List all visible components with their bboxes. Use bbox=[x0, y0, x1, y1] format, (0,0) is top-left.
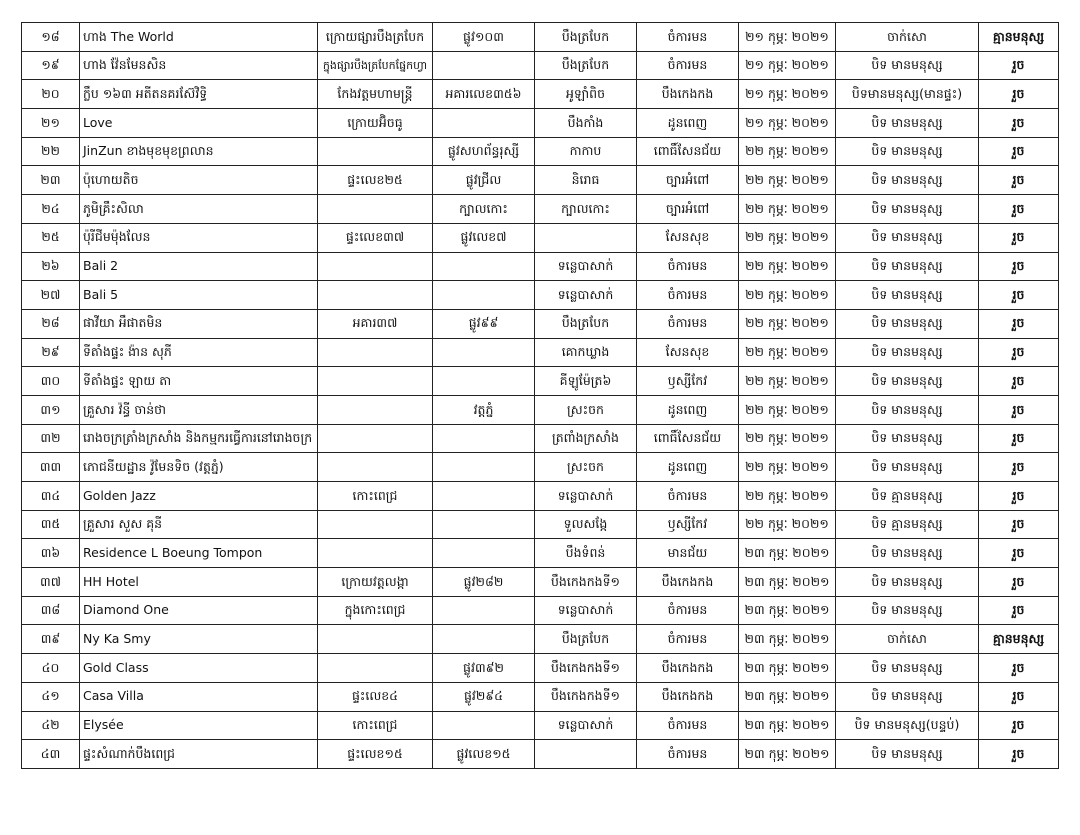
cell-date: ២៣ កុម្ភៈ ២០២១ bbox=[739, 740, 836, 769]
cell-place-name: Casa Villa bbox=[80, 682, 318, 711]
cell-number: ១៩ bbox=[22, 51, 80, 80]
cell-place-name: គ្រួសារ សួស គុនី bbox=[80, 510, 318, 539]
cell-location: អគារ៣៧ bbox=[318, 309, 433, 338]
cell-place-name: រោងចក្រត្រាំងក្រសាំង និងកម្មករធ្វើការនៅរោងចក្រ bbox=[80, 424, 318, 453]
cell-place-name: ភូមិគ្រឹះសិលា bbox=[80, 195, 318, 224]
cell-district: ចំការមន bbox=[637, 711, 739, 740]
cell-status: បិទ មានមនុស្ស bbox=[836, 568, 979, 597]
cell-location bbox=[318, 137, 433, 166]
cell-street: ក្បាលកោះ bbox=[433, 195, 535, 224]
cell-commune: ទន្លេបាសាក់ bbox=[535, 482, 637, 511]
cell-number: ៣៣ bbox=[22, 453, 80, 482]
cell-street bbox=[433, 51, 535, 80]
cell-commune: ស្រះចក bbox=[535, 395, 637, 424]
cell-number: ២៣ bbox=[22, 166, 80, 195]
cell-street bbox=[433, 424, 535, 453]
cell-street bbox=[433, 711, 535, 740]
cell-commune: គោកឃ្លាង bbox=[535, 338, 637, 367]
cell-district: ចំការមន bbox=[637, 740, 739, 769]
cell-location bbox=[318, 654, 433, 683]
cell-street bbox=[433, 539, 535, 568]
cell-result: រួច bbox=[979, 109, 1059, 138]
cell-street: ផ្លូវ១០៣ bbox=[433, 23, 535, 52]
table-row bbox=[22, 338, 1059, 367]
cell-street: ផ្លូវលេខ១៥ bbox=[433, 740, 535, 769]
table-row bbox=[22, 395, 1059, 424]
cell-number: ៣៧ bbox=[22, 568, 80, 597]
cell-date: ២៣ កុម្ភៈ ២០២១ bbox=[739, 596, 836, 625]
cell-commune: ក្បាលកោះ bbox=[535, 195, 637, 224]
cell-date: ២២ កុម្ភៈ ២០២១ bbox=[739, 395, 836, 424]
cell-status: បិទ មានមនុស្ស bbox=[836, 109, 979, 138]
cell-result: រួច bbox=[979, 740, 1059, 769]
cell-result: គ្មានមនុស្ស bbox=[979, 625, 1059, 654]
cell-district: សែនសុខ bbox=[637, 223, 739, 252]
table-row bbox=[22, 51, 1059, 80]
table-row bbox=[22, 711, 1059, 740]
cell-street: ផ្លូវ៩៩ bbox=[433, 309, 535, 338]
cell-district: បឹងកេងកង bbox=[637, 654, 739, 683]
cell-location bbox=[318, 367, 433, 396]
cell-commune: ទន្លេបាសាក់ bbox=[535, 711, 637, 740]
cell-result: គ្មានមនុស្ស bbox=[979, 23, 1059, 52]
cell-place-name: ប៉ុរីជីមម៉ុងលែន bbox=[80, 223, 318, 252]
cell-result: រួច bbox=[979, 395, 1059, 424]
cell-status: បិទ មានមនុស្ស bbox=[836, 424, 979, 453]
cell-place-name: Golden Jazz bbox=[80, 482, 318, 511]
cell-district: បឹងកេងកង bbox=[637, 568, 739, 597]
table-row bbox=[22, 109, 1059, 138]
cell-street bbox=[433, 367, 535, 396]
table-row bbox=[22, 137, 1059, 166]
cell-status: បិទ មានមនុស្ស bbox=[836, 539, 979, 568]
cell-date: ២៣ កុម្ភៈ ២០២១ bbox=[739, 654, 836, 683]
cell-street: ផ្លូវសហព័ន្ធរុស្សី bbox=[433, 137, 535, 166]
table-row bbox=[22, 252, 1059, 281]
cell-date: ២២ កុម្ភៈ ២០២១ bbox=[739, 223, 836, 252]
cell-place-name: Love bbox=[80, 109, 318, 138]
cell-district: ពោធិ៍សែនជ័យ bbox=[637, 137, 739, 166]
cell-district: ច្បារអំពៅ bbox=[637, 166, 739, 195]
cell-district: ដូនពេញ bbox=[637, 453, 739, 482]
cell-commune: និរោធ bbox=[535, 166, 637, 195]
cell-location bbox=[318, 195, 433, 224]
cell-result: រួច bbox=[979, 281, 1059, 310]
table-row bbox=[22, 682, 1059, 711]
cell-result: រួច bbox=[979, 223, 1059, 252]
cell-date: ២២ កុម្ភៈ ២០២១ bbox=[739, 482, 836, 511]
cell-status: បិទ មានមនុស្ស bbox=[836, 223, 979, 252]
cell-street bbox=[433, 596, 535, 625]
inspection-table bbox=[21, 22, 1059, 769]
cell-place-name: ក្លឹប ១៦៣ អតីតនគរស៊ែវិទ្ធិ bbox=[80, 80, 318, 109]
cell-status: បិទ មានមនុស្ស bbox=[836, 51, 979, 80]
cell-number: ២៧ bbox=[22, 281, 80, 310]
cell-commune: ទន្លេបាសាក់ bbox=[535, 252, 637, 281]
cell-date: ២២ កុម្ភៈ ២០២១ bbox=[739, 166, 836, 195]
cell-status: បិទ មានមនុស្ស bbox=[836, 309, 979, 338]
cell-commune bbox=[535, 223, 637, 252]
cell-status: បិទ គ្មានមនុស្ស bbox=[836, 482, 979, 511]
cell-result: រួច bbox=[979, 711, 1059, 740]
cell-date: ២២ កុម្ភៈ ២០២១ bbox=[739, 281, 836, 310]
cell-status: បិទ មានមនុស្ស bbox=[836, 654, 979, 683]
table-row bbox=[22, 281, 1059, 310]
cell-result: រួច bbox=[979, 166, 1059, 195]
cell-commune: ត្រពាំងក្រសាំង bbox=[535, 424, 637, 453]
cell-status: បិទ មានមនុស្ស bbox=[836, 252, 979, 281]
table-row bbox=[22, 223, 1059, 252]
cell-location: ក្រោយវត្តលង្កា bbox=[318, 568, 433, 597]
cell-status: បិទ មានមនុស្ស bbox=[836, 453, 979, 482]
cell-place-name: Elysée bbox=[80, 711, 318, 740]
cell-place-name: ប៉ុហោយតិច bbox=[80, 166, 318, 195]
cell-district: ចំការមន bbox=[637, 625, 739, 654]
cell-district: ចំការមន bbox=[637, 281, 739, 310]
table-row bbox=[22, 453, 1059, 482]
cell-district: ចំការមន bbox=[637, 309, 739, 338]
cell-place-name: ភោជនីយដ្ឋាន វ៉ូមែនទិច (វត្តភ្នំ) bbox=[80, 453, 318, 482]
cell-date: ២៣ កុម្ភៈ ២០២១ bbox=[739, 682, 836, 711]
cell-number: ២៩ bbox=[22, 338, 80, 367]
cell-district: ចំការមន bbox=[637, 51, 739, 80]
cell-date: ២២ កុម្ភៈ ២០២១ bbox=[739, 510, 836, 539]
table-row bbox=[22, 596, 1059, 625]
cell-district: ឫស្សីកែវ bbox=[637, 367, 739, 396]
cell-status: បិទ មានមនុស្ស bbox=[836, 195, 979, 224]
cell-date: ២២ កុម្ភៈ ២០២១ bbox=[739, 453, 836, 482]
cell-number: ២១ bbox=[22, 109, 80, 138]
cell-status: បិទ មានមនុស្ស bbox=[836, 682, 979, 711]
cell-commune: កាកាប bbox=[535, 137, 637, 166]
cell-district: ដូនពេញ bbox=[637, 109, 739, 138]
cell-status: បិទ មានមនុស្ស bbox=[836, 166, 979, 195]
table-row bbox=[22, 166, 1059, 195]
cell-status: ចាក់សោ bbox=[836, 23, 979, 52]
cell-commune bbox=[535, 740, 637, 769]
cell-status: បិទ មានមនុស្ស bbox=[836, 281, 979, 310]
table-row bbox=[22, 654, 1059, 683]
cell-street: ផ្លូវ២៩៤ bbox=[433, 682, 535, 711]
cell-result: រួច bbox=[979, 338, 1059, 367]
cell-result: រួច bbox=[979, 568, 1059, 597]
cell-place-name: Residence L Boeung Tompon bbox=[80, 539, 318, 568]
table-row bbox=[22, 740, 1059, 769]
table-row bbox=[22, 367, 1059, 396]
cell-district: ឫស្សីកែវ bbox=[637, 510, 739, 539]
cell-commune: បឹងកាំង bbox=[535, 109, 637, 138]
cell-result: រួច bbox=[979, 309, 1059, 338]
cell-date: ២៣ កុម្ភៈ ២០២១ bbox=[739, 539, 836, 568]
cell-location: ក្រោយអ៊ិចធូ bbox=[318, 109, 433, 138]
cell-district: ចំការមន bbox=[637, 596, 739, 625]
cell-status: បិទ មានមនុស្ស bbox=[836, 367, 979, 396]
cell-number: ២៥ bbox=[22, 223, 80, 252]
cell-status: បិទមានមនុស្ស(មានផ្ទះ) bbox=[836, 80, 979, 109]
cell-district: បឹងកេងកង bbox=[637, 80, 739, 109]
cell-number: ៤៣ bbox=[22, 740, 80, 769]
cell-place-name: ទីតាំងផ្ទះ ង៉ាន សុភី bbox=[80, 338, 318, 367]
cell-result: រួច bbox=[979, 195, 1059, 224]
cell-date: ២១ កុម្ភៈ ២០២១ bbox=[739, 51, 836, 80]
cell-result: រួច bbox=[979, 596, 1059, 625]
cell-result: រួច bbox=[979, 252, 1059, 281]
cell-commune: បឹងកេងកងទី១ bbox=[535, 682, 637, 711]
cell-location bbox=[318, 453, 433, 482]
cell-district: ចំការមន bbox=[637, 482, 739, 511]
cell-number: ២២ bbox=[22, 137, 80, 166]
cell-district: ដូនពេញ bbox=[637, 395, 739, 424]
cell-result: រួច bbox=[979, 80, 1059, 109]
cell-date: ២២ កុម្ភៈ ២០២១ bbox=[739, 367, 836, 396]
cell-status: បិទ មានមនុស្ស bbox=[836, 338, 979, 367]
cell-date: ២៣ កុម្ភៈ ២០២១ bbox=[739, 625, 836, 654]
cell-status: ចាក់សោ bbox=[836, 625, 979, 654]
cell-location bbox=[318, 510, 433, 539]
cell-status: បិទ គ្មានមនុស្ស bbox=[836, 510, 979, 539]
cell-district: សែនសុខ bbox=[637, 338, 739, 367]
cell-result: រួច bbox=[979, 482, 1059, 511]
cell-street: វត្តភ្នំ bbox=[433, 395, 535, 424]
cell-number: ២៤ bbox=[22, 195, 80, 224]
cell-number: ៣៦ bbox=[22, 539, 80, 568]
cell-location: កោះពេជ្រ bbox=[318, 482, 433, 511]
cell-number: ៣៩ bbox=[22, 625, 80, 654]
cell-commune: បឹងត្របែក bbox=[535, 309, 637, 338]
table-row bbox=[22, 539, 1059, 568]
cell-result: រួច bbox=[979, 137, 1059, 166]
cell-result: រួច bbox=[979, 367, 1059, 396]
cell-place-name: Diamond One bbox=[80, 596, 318, 625]
cell-street: ផ្លូវលេខ៧ bbox=[433, 223, 535, 252]
cell-status: បិទ មានមនុស្ស bbox=[836, 596, 979, 625]
cell-location bbox=[318, 338, 433, 367]
table-row bbox=[22, 309, 1059, 338]
cell-location: ផ្ទះលេខ៤ bbox=[318, 682, 433, 711]
cell-district: ពោធិ៍សែនជ័យ bbox=[637, 424, 739, 453]
cell-result: រួច bbox=[979, 510, 1059, 539]
cell-number: ៣១ bbox=[22, 395, 80, 424]
cell-number: ២០ bbox=[22, 80, 80, 109]
cell-status: បិទ មានមនុស្ស(បន្ទប់) bbox=[836, 711, 979, 740]
cell-place-name: Gold Class bbox=[80, 654, 318, 683]
table-row bbox=[22, 510, 1059, 539]
cell-date: ២២ កុម្ភៈ ២០២១ bbox=[739, 137, 836, 166]
cell-location bbox=[318, 395, 433, 424]
cell-date: ២២ កុម្ភៈ ២០២១ bbox=[739, 309, 836, 338]
cell-number: ២៨ bbox=[22, 309, 80, 338]
cell-commune: ទន្លេបាសាក់ bbox=[535, 596, 637, 625]
cell-location: ផ្ទះលេខ៣៧ bbox=[318, 223, 433, 252]
table-body bbox=[22, 23, 1059, 769]
cell-place-name: ទីតាំងផ្ទះ ឡាយ តា bbox=[80, 367, 318, 396]
cell-location bbox=[318, 424, 433, 453]
cell-street: ផ្លូវ២៨២ bbox=[433, 568, 535, 597]
cell-street bbox=[433, 109, 535, 138]
cell-status: បិទ មានមនុស្ស bbox=[836, 740, 979, 769]
cell-result: រួច bbox=[979, 453, 1059, 482]
cell-place-name: ហាង The World bbox=[80, 23, 318, 52]
cell-place-name: HH Hotel bbox=[80, 568, 318, 597]
cell-location bbox=[318, 281, 433, 310]
cell-place-name: ផាវីយា អឹផាតមិន bbox=[80, 309, 318, 338]
cell-number: ២៦ bbox=[22, 252, 80, 281]
cell-commune: បឹងទំពន់ bbox=[535, 539, 637, 568]
cell-number: ៤២ bbox=[22, 711, 80, 740]
cell-date: ២១ កុម្ភៈ ២០២១ bbox=[739, 23, 836, 52]
cell-commune: បឹងត្របែក bbox=[535, 23, 637, 52]
table-row bbox=[22, 482, 1059, 511]
cell-street: ផ្លូវ៣៩២ bbox=[433, 654, 535, 683]
table-row bbox=[22, 568, 1059, 597]
cell-date: ២១ កុម្ភៈ ២០២១ bbox=[739, 109, 836, 138]
cell-status: បិទ មានមនុស្ស bbox=[836, 137, 979, 166]
table-row bbox=[22, 195, 1059, 224]
cell-commune: គីឡូម៉ែត្រ៦ bbox=[535, 367, 637, 396]
cell-street bbox=[433, 252, 535, 281]
cell-location: ផ្ទះលេខ១៥ bbox=[318, 740, 433, 769]
cell-place-name: Bali 5 bbox=[80, 281, 318, 310]
cell-place-name: Ny Ka Smy bbox=[80, 625, 318, 654]
cell-street bbox=[433, 510, 535, 539]
cell-result: រួច bbox=[979, 682, 1059, 711]
cell-district: ចំការមន bbox=[637, 23, 739, 52]
cell-number: ៣០ bbox=[22, 367, 80, 396]
cell-commune: ទួលសង្កែ bbox=[535, 510, 637, 539]
cell-date: ២១ កុម្ភៈ ២០២១ bbox=[739, 80, 836, 109]
cell-district: បឹងកេងកង bbox=[637, 682, 739, 711]
cell-location: ក្នុងផ្សារបឹងត្របែកផ្នែកហ្វា bbox=[318, 51, 433, 80]
cell-date: ២២ កុម្ភៈ ២០២១ bbox=[739, 252, 836, 281]
cell-location bbox=[318, 539, 433, 568]
cell-location: ផ្ទះលេខ២៥ bbox=[318, 166, 433, 195]
table-row bbox=[22, 23, 1059, 52]
table-row bbox=[22, 424, 1059, 453]
cell-street bbox=[433, 338, 535, 367]
cell-commune: បឹងកេងកងទី១ bbox=[535, 654, 637, 683]
cell-commune: អូឡាំពិច bbox=[535, 80, 637, 109]
cell-date: ២៣ កុម្ភៈ ២០២១ bbox=[739, 711, 836, 740]
cell-commune: ស្រះចក bbox=[535, 453, 637, 482]
cell-commune: ទន្លេបាសាក់ bbox=[535, 281, 637, 310]
cell-street: អគារលេខ៣៥៦ bbox=[433, 80, 535, 109]
cell-location: ក្រោយផ្សារបឹងត្របែក bbox=[318, 23, 433, 52]
cell-location: កែងវត្តមហាមន្ត្រី bbox=[318, 80, 433, 109]
table-row bbox=[22, 80, 1059, 109]
cell-district: ចំការមន bbox=[637, 252, 739, 281]
cell-commune: បឹងត្របែក bbox=[535, 51, 637, 80]
cell-commune: បឹងត្របែក bbox=[535, 625, 637, 654]
cell-number: ៣៤ bbox=[22, 482, 80, 511]
cell-place-name: Bali 2 bbox=[80, 252, 318, 281]
cell-street bbox=[433, 482, 535, 511]
cell-location: កោះពេជ្រ bbox=[318, 711, 433, 740]
cell-number: ៣៨ bbox=[22, 596, 80, 625]
cell-date: ២៣ កុម្ភៈ ២០២១ bbox=[739, 568, 836, 597]
cell-district: មានជ័យ bbox=[637, 539, 739, 568]
cell-place-name: គ្រួសារ វ៉ន្ធី ចាន់ថា bbox=[80, 395, 318, 424]
cell-place-name: ផ្ទះសំណាក់បឹងពេជ្រ bbox=[80, 740, 318, 769]
cell-date: ២២ កុម្ភៈ ២០២១ bbox=[739, 195, 836, 224]
cell-number: ៤០ bbox=[22, 654, 80, 683]
cell-street bbox=[433, 281, 535, 310]
cell-street: ផ្លូវជ្រីល bbox=[433, 166, 535, 195]
cell-street bbox=[433, 625, 535, 654]
cell-date: ២២ កុម្ភៈ ២០២១ bbox=[739, 424, 836, 453]
cell-result: រួច bbox=[979, 424, 1059, 453]
cell-number: ១៨ bbox=[22, 23, 80, 52]
cell-status: បិទ មានមនុស្ស bbox=[836, 395, 979, 424]
cell-number: ៣២ bbox=[22, 424, 80, 453]
cell-place-name: ហាង វ៉ែនមែនសិន bbox=[80, 51, 318, 80]
cell-commune: បឹងកេងកងទី១ bbox=[535, 568, 637, 597]
cell-date: ២២ កុម្ភៈ ២០២១ bbox=[739, 338, 836, 367]
cell-district: ច្បារអំពៅ bbox=[637, 195, 739, 224]
cell-result: រួច bbox=[979, 539, 1059, 568]
cell-result: រួច bbox=[979, 51, 1059, 80]
cell-place-name: JinZun ខាងមុខមុខព្រលាន bbox=[80, 137, 318, 166]
cell-street bbox=[433, 453, 535, 482]
cell-number: ៣៥ bbox=[22, 510, 80, 539]
cell-location bbox=[318, 252, 433, 281]
cell-number: ៤១ bbox=[22, 682, 80, 711]
cell-result: រួច bbox=[979, 654, 1059, 683]
cell-location bbox=[318, 625, 433, 654]
cell-location: ក្នុងកោះពេជ្រ bbox=[318, 596, 433, 625]
table-row bbox=[22, 625, 1059, 654]
